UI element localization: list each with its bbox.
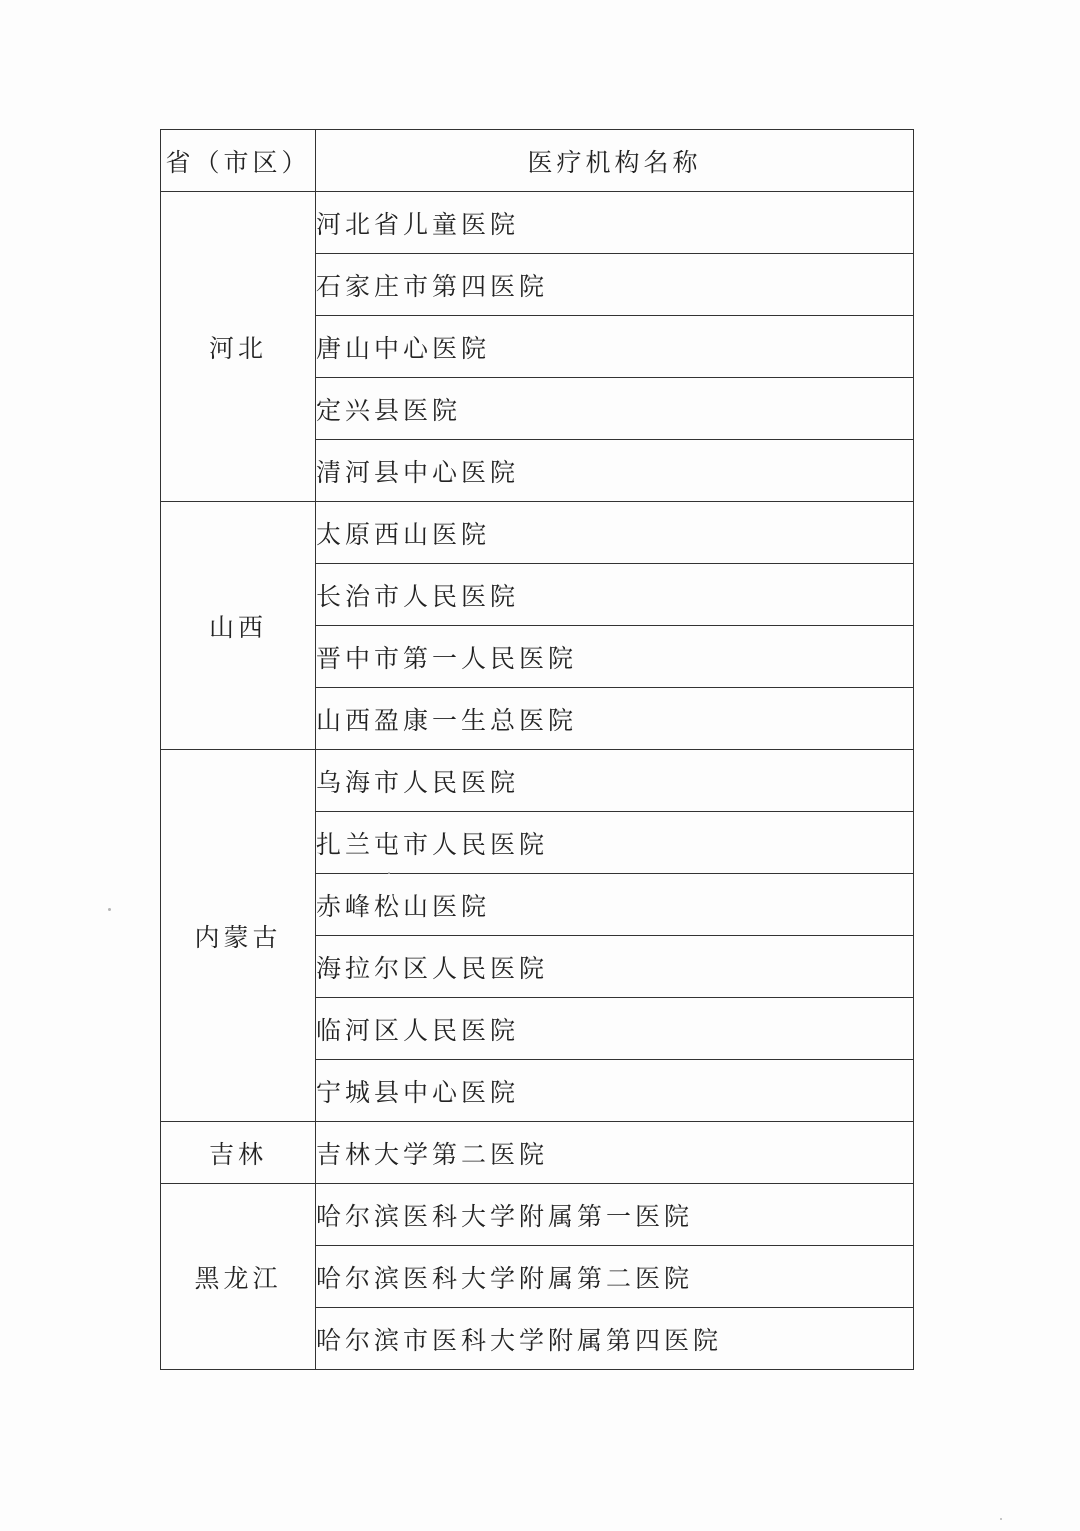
hospital-name-cell: 吉林大学第二医院 [316,1122,914,1184]
scan-speck [108,908,111,911]
hospital-name-cell: 赤峰松山医院 [316,874,914,936]
table-body [161,192,914,1370]
hospital-name-cell: 宁城县中心医院 [316,1060,914,1122]
hospital-name-cell: 哈尔滨医科大学附属第二医院 [316,1246,914,1308]
table-row [161,1122,914,1184]
province-header: 省（市区） [161,130,316,192]
hospital-name-cell: 哈尔滨医科大学附属第一医院 [316,1184,914,1246]
hospital-name-cell: 山西盈康一生总医院 [316,688,914,750]
hospital-name-cell: 唐山中心医院 [316,316,914,378]
hospital-name-cell: 乌海市人民医院 [316,750,914,812]
hospital-name-cell: 定兴县医院 [316,378,914,440]
table-row [161,750,914,812]
scan-speck [388,872,390,874]
province-cell: 吉林 [161,1122,316,1184]
hospital-name-cell: 石家庄市第四医院 [316,254,914,316]
province-cell: 内蒙古 [161,750,316,1122]
table-row [161,1184,914,1246]
hospital-name-cell: 晋中市第一人民医院 [316,626,914,688]
hospital-name-cell: 哈尔滨市医科大学附属第四医院 [316,1308,914,1370]
province-cell: 黑龙江 [161,1184,316,1370]
header-row [161,130,914,192]
scan-speck [1000,1518,1002,1520]
hospital-table [160,129,914,1370]
hospital-name-cell: 扎兰屯市人民医院 [316,812,914,874]
hospital-name-cell: 海拉尔区人民医院 [316,936,914,998]
hospital-name-cell: 长治市人民医院 [316,564,914,626]
hospital-name-cell: 太原西山医院 [316,502,914,564]
province-cell: 山西 [161,502,316,750]
hospital-name-cell: 河北省儿童医院 [316,192,914,254]
table-row [161,192,914,254]
hospital-name-cell: 临河区人民医院 [316,998,914,1060]
table-row [161,502,914,564]
hospital-name-cell: 清河县中心医院 [316,440,914,502]
institution-header: 医疗机构名称 [316,130,914,192]
province-cell: 河北 [161,192,316,502]
